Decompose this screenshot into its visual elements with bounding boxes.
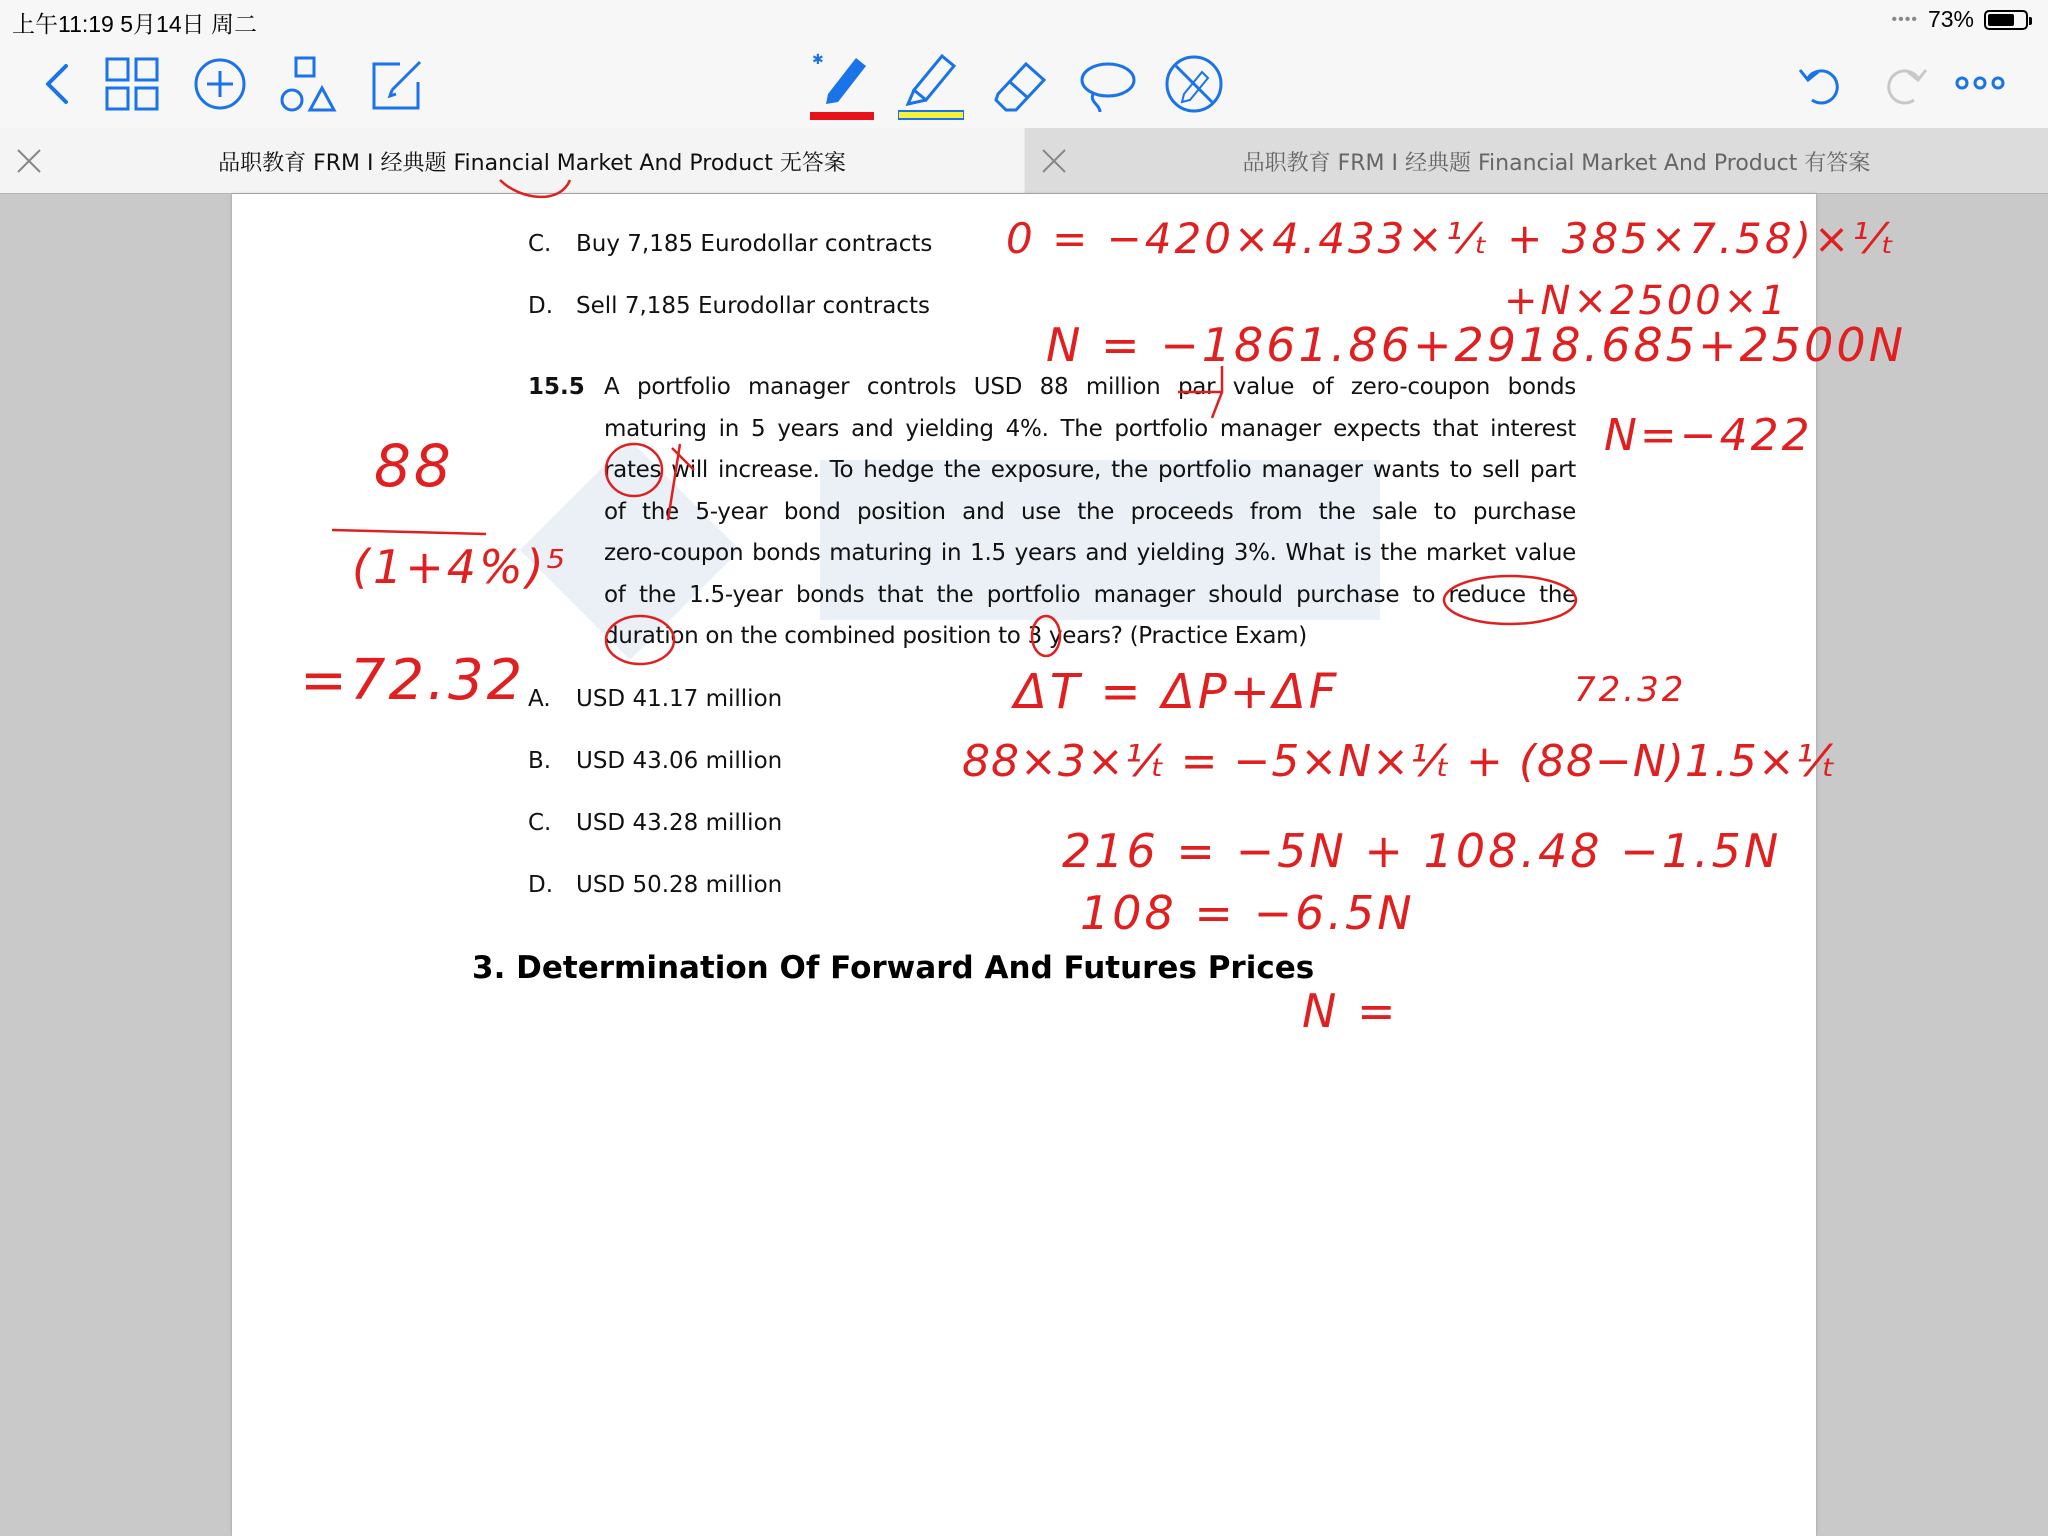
grid-icon[interactable] [104, 56, 160, 112]
svg-text:✱: ✱ [812, 52, 824, 68]
lasso-icon[interactable] [1078, 56, 1138, 116]
ink-note: N = [1302, 984, 1399, 1038]
option-text: USD 50.28 million [576, 872, 783, 898]
ink-note: 88×3×¹⁄ₜ = −5×N×¹⁄ₜ + (88−N)1.5×¹⁄ₜ [962, 736, 1837, 787]
option-letter: C. [528, 810, 552, 836]
more-icon[interactable] [1954, 68, 2006, 98]
ink-note: =72.32 [300, 648, 526, 713]
battery-percent: 73% [1927, 6, 1974, 32]
prev-option-text: Sell 7,185 Eurodollar contracts [576, 293, 930, 319]
close-icon[interactable] [14, 146, 44, 176]
add-icon[interactable] [192, 56, 248, 112]
tab-with-answers[interactable] [1025, 128, 2048, 193]
question-line: maturing in 5 years and yielding 4%. The portfolio manager expects that interest [604, 416, 1576, 442]
ink-note: N = −1861.86+2918.685+2500N [1046, 318, 1907, 372]
question-line: of the 5-year bond position and use the proceeds from the sale to purchase [604, 499, 1576, 525]
ink-note: 88 [374, 432, 454, 500]
close-icon[interactable] [1039, 146, 1069, 176]
highlighter-icon[interactable] [898, 48, 964, 120]
question-line: of the 1.5-year bonds that the portfolio manager should purchase to reduce the [604, 582, 1576, 608]
back-icon[interactable] [36, 60, 84, 108]
prev-option-letter: C. [528, 231, 552, 257]
option-text: USD 41.17 million [576, 686, 783, 712]
status-right [1892, 6, 2028, 33]
option-letter: B. [528, 748, 552, 774]
option-letter: D. [528, 872, 554, 898]
prev-option-letter: D. [528, 293, 554, 319]
ink-note: ΔT = ΔP+ΔF [1014, 664, 1340, 720]
section-heading: 3. Determination Of Forward And Futures Prices [472, 950, 1315, 986]
question-line: A portfolio manager controls USD 88 million par value of zero-coupon bonds [604, 374, 1576, 400]
option-text: USD 43.06 million [576, 748, 783, 774]
eraser-icon[interactable] [990, 54, 1050, 114]
pen-icon[interactable] [810, 48, 874, 120]
status-time: 上午11:19 5月14日 周二 [12, 11, 258, 37]
question-number: 15.5 [528, 374, 585, 400]
ink-note: (1+4%)⁵ [352, 540, 569, 594]
option-letter: A. [528, 686, 551, 712]
tab-no-answers[interactable] [0, 128, 1024, 193]
toolbar [0, 40, 2048, 128]
battery-icon [1984, 10, 2028, 30]
ink-note: +N×2500×1 [1504, 278, 1789, 324]
question-line: rates will increase. To hedge the exposure, the portfolio manager wants to sell part [604, 457, 1576, 483]
tab-title: 品职教育 FRM I 经典题 Financial Market And Product 无答案 [218, 151, 846, 176]
option-text: USD 43.28 million [576, 810, 783, 836]
ink-note: 108 = −6.5N [1080, 886, 1415, 940]
shapes-icon[interactable] [278, 54, 338, 114]
question-line: zero-coupon bonds maturing in 1.5 years and yielding 3%. What is the market value [604, 540, 1576, 566]
edit-icon[interactable] [370, 56, 426, 112]
ink-note: 216 = −5N + 108.48 −1.5N [1062, 824, 1782, 878]
status-bar [0, 0, 2048, 40]
redo-icon[interactable] [1880, 58, 1932, 110]
tab-title: 品职教育 FRM I 经典题 Financial Market And Product 有答案 [1242, 151, 1871, 176]
no-draw-icon[interactable] [1164, 54, 1224, 114]
ink-note: 72.32 [1574, 670, 1687, 710]
ink-note: 0 = −420×4.433×¹⁄ₜ + 385×7.58)×¹⁄ₜ [1006, 214, 1898, 263]
prev-option-text: Buy 7,185 Eurodollar contracts [576, 231, 933, 257]
ink-note: N=−422 [1604, 410, 1813, 461]
undo-icon[interactable] [1794, 58, 1846, 110]
wifi-icon: •••• [1891, 10, 1918, 28]
question-line: duration on the combined position to 3 years? (Practice Exam) [604, 623, 1307, 649]
tab-bar [0, 128, 2048, 194]
